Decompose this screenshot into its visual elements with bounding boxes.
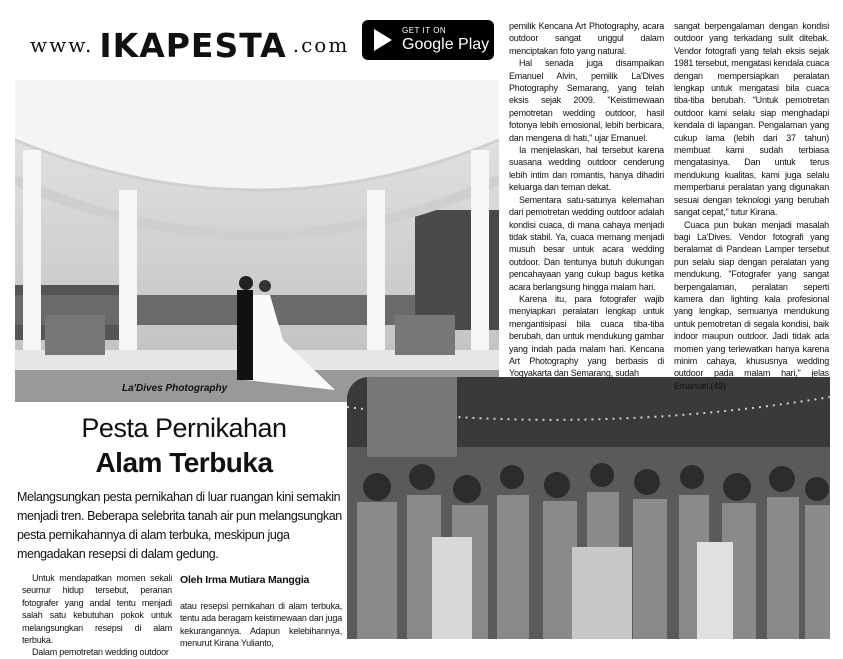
google-play-badge[interactable] [362, 20, 494, 60]
photo-credit: La'Dives Photography [122, 383, 228, 394]
paragraph: Cuaca pun bukan menjadi masalah bagi La'Dives. Vendor fotografi yang beralamat di Pandean Lamper tersebut pun selalu siap dengan peralatan yang mendukung. "Fotografer yang sangat berpengalaman, peralatan seperti kamera dan lighting kala profesional yang lengkap, semuanya mendukung untuk pemotretan di segala kondisi, baik indoor maupun outdoor. Jadi tidak ada momen yang terlewatkan hanya karena minim cahaya, khususnya wedding outdoor pada malam hari," jelas Emanuel.(49) [674, 219, 829, 391]
play-store-icon [374, 29, 392, 51]
article-column-left [22, 572, 172, 659]
paragraph: Sementara satu-satunya kelemahan dari pemotretan wedding outdoor adalah kondisi cuaca, di mana cahaya menjadi tidak stabil. Ya, cuaca memang menjadi musuh besar untuk acara wedding outdoor. Dan tentunya butuh dukungan pencahayaan yang cukup bagus ketika acara berlangsung hingga malam hari. [509, 194, 664, 292]
article-title-line2: Alam Terbuka [95, 447, 273, 478]
paragraph: Ia menjelaskan, hal tersebut karena suasana wedding outdoor cenderung lebih intim dan romantis, hanya dihadiri keluarga dan teman dekat. [509, 145, 664, 193]
paragraph: Karena itu, para fotografer wajib menyiapkan peralatan lengkap untuk mengantisipasi bila cuaca tiba-tiba berubah, dan untuk mendukung gambar yang indah pada malam hari. Kencana Art Photography yang berbasis di Yogyakarta dan Semarang, sudah [509, 293, 664, 379]
paragraph: pemilik Kencana Art Photography, acara outdoor sangat unggul dalam menciptakan foto yang natural. [509, 21, 664, 56]
article-column-mid-bottom [180, 600, 342, 650]
article-column-right [674, 20, 829, 392]
site-suffix: .com [292, 33, 350, 57]
paragraph: sangat berpengalaman dengan kondisi outdoor yang terkadang sulit ditebak. Vendor fotografi yang telah eksis sejak 1981 tersebut, mengatasi kendala cuaca dengan mempersiapkan peralatan lengkap untuk mengatasi bila cuaca tiba-tiba berubah. "Untuk pemotretan outdoor kami selalu siap menghadapi kendala di lapangan. Pengalaman yang cukup lama (lebih dari 37 tahun) membuat kami sudah terbiasa mengatasinya. Dan untuk terus mendukung kualitas, kami juga selalu memperbarui peralatan yang digunakan sesuai dengan teknologi yang berubah sangat cepat," tutur Kirana. [674, 21, 829, 218]
article-column-middle [509, 20, 664, 380]
paragraph: Dalam pemotretan wedding outdoor [32, 647, 169, 658]
article-byline: Oleh Irma Mutiara Manggia [180, 574, 310, 586]
play-badge-small-text: GET IT ON [402, 26, 447, 35]
site-prefix: www. [30, 33, 94, 57]
wedding-gazebo-photo [15, 80, 499, 402]
play-badge-big-text: Google Play [402, 36, 490, 53]
site-brand-logo: IKAPESTA [99, 25, 287, 65]
site-masthead [30, 20, 350, 70]
paragraph: atau resepsi pernikahan di alam terbuka, tentu ada beragam keistimewaan dan juga kekurangannya. Adapun kelebihannya, menurut Kirana Yulianto, [180, 601, 342, 649]
article-lede: Melangsungkan pesta pernikahan di luar ruangan kini semakin menjadi tren. Beberapa selebrita tanah air pun melangsungkan pesta pernikahannya di alam terbuka, meskipun juga mengadakan resepsi di dalam gedung. [17, 490, 342, 561]
paragraph: Untuk mendapatkan momen sekali seumur hidup tersebut, peranan fotografer yang andal tentu menjadi salah satu kebutuhan pokok untuk melangsungkan resepsi di alam terbuka. [22, 573, 172, 646]
article-title-line1: Pesta Pernikahan [81, 413, 287, 443]
wedding-party-photo [347, 377, 830, 639]
paragraph: Hal senada juga disampaikan Emanuel Alvin, pemilik La'Dives Photography Semarang, yang telah eksis sejak 2009. "Keistimewaan pemotretan wedding outdoor, hasil fotonya lebih emosional, lebih berbicara, dan mengena di hati," ujar Emanuel. [509, 58, 664, 143]
